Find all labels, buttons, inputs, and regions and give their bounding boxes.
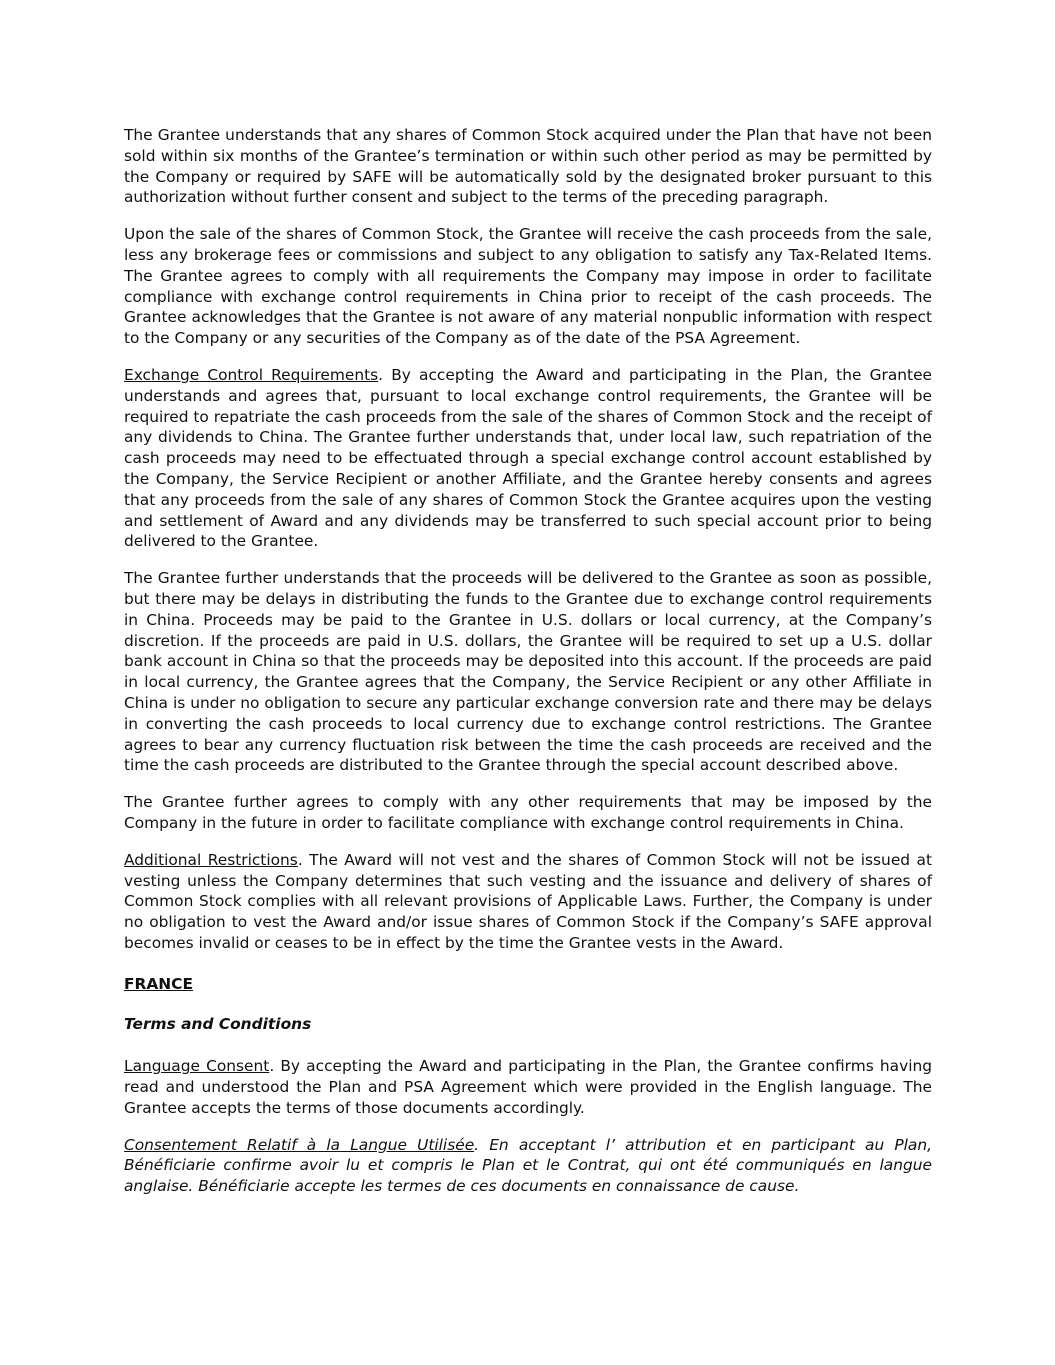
paragraph-proceeds-delivery: The Grantee further understands that the proceeds will be delivered to the Grantee as soon as possible, but there may be delays in distributing the funds to the Grantee due to exchange control requirements in China. Proceeds may be paid to the Grantee in U.S. dollars or local currency, at the Company’s discretion. If the proceeds are paid in U.S. dollars, the Grantee will be required to set up a U.S. dollar bank account in China so that the proceeds may be deposited into this account. If the proceeds are paid in local currency, the Grantee agrees that the Company, the Service Recipient or any other Affiliate in China is under no obligation to secure any particular exchange conversion rate and there may be delays in converting the cash proceeds to local currency due to exchange control restrictions. The Grantee agrees to bear any currency fluctuation risk between the time the cash proceeds are received and the time the cash proceeds are distributed to the Grantee through the special account described above. xyxy=(124,569,932,775)
document-page xyxy=(124,125,932,1213)
paragraph-cash-proceeds: Upon the sale of the shares of Common Stock, the Grantee will receive the cash proceeds from the sale, less any brokerage fees or commissions and subject to any obligation to satisfy any Tax-Related Items. The Grantee agrees to comply with all requirements the Company may impose in order to facilitate compliance with exchange control requirements in China prior to receipt of the cash proceeds. The Grantee acknowledges that the Grantee is not aware of any material nonpublic information with respect to the Company or any securities of the Company as of the date of the PSA Agreement. xyxy=(124,225,932,348)
exchange-control-heading: Exchange Control Requirements xyxy=(124,365,379,384)
france-heading: FRANCE xyxy=(124,974,193,993)
additional-restrictions-heading: Additional Restrictions xyxy=(124,850,298,869)
consentement-text: . En acceptant l’ attribution et en participant au Plan, Bénéficiarie confirme avoir lu et compris le Plan et le Contrat, qui ont été communiqués en langue anglaise. Bénéficiarie accepte les termes de ces documents en connaissance de cause. xyxy=(124,1135,933,1196)
language-consent-text: . By accepting the Award and participating in the Plan, the Grantee confirms having read and understood the Plan and PSA Agreement which were provided in the English language. The Grantee accepts the terms of those documents accordingly. xyxy=(124,1057,932,1117)
paragraph-consentement-french xyxy=(124,1135,932,1197)
language-consent-heading: Language Consent xyxy=(124,1057,270,1076)
paragraph-exchange-control xyxy=(124,365,932,552)
terms-and-conditions-heading: Terms and Conditions xyxy=(124,1015,312,1034)
exchange-control-text: . By accepting the Award and participating in the Plan, the Grantee understands and agrees that, pursuant to local exchange control requirements, the Grantee will be required to repatriate the cash proceeds from the sale of the shares of Common Stock and the receipt of any dividends to China. The Grantee further understands that, under local law, such repatriation of the cash proceeds may need to be effectuated through a special exchange control account established by the Company, the Service Recipient or another Affiliate, and the Grantee hereby consents and agrees that any proceeds from the sale of any shares of Common Stock the Grantee acquires upon the vesting and settlement of Award and any dividends may be transferred to such special account prior to being delivered to the Grantee. xyxy=(124,365,933,551)
additional-restrictions-text: . The Award will not vest and the shares of Common Stock will not be issued at vesting unless the Company determines that such vesting and the issuance and delivery of shares of Common Stock complies with all relevant provisions of Applicable Laws. Further, the Company is under no obligation to vest the Award and/or issue shares of Common Stock if the Company’s SAFE approval becomes invalid or ceases to be in effect by the time the Grantee vests in the Award. xyxy=(124,850,932,952)
paragraph-language-consent xyxy=(124,1056,932,1118)
paragraph-other-requirements: The Grantee further agrees to comply with any other requirements that may be imposed by the Company in the future in order to facilitate compliance with exchange control requirements in China. xyxy=(124,793,932,832)
paragraph-additional-restrictions xyxy=(124,850,932,954)
paragraph-sale-within-six-months: The Grantee understands that any shares of Common Stock acquired under the Plan that have not been sold within six months of the Grantee’s termination or within such other period as may be permitted by the Company or required by SAFE will be automatically sold by the designated broker pursuant to this authorization without further consent and subject to the terms of the preceding paragraph. xyxy=(124,126,932,207)
consentement-heading: Consentement Relatif à la Langue Utilisée xyxy=(124,1135,475,1154)
